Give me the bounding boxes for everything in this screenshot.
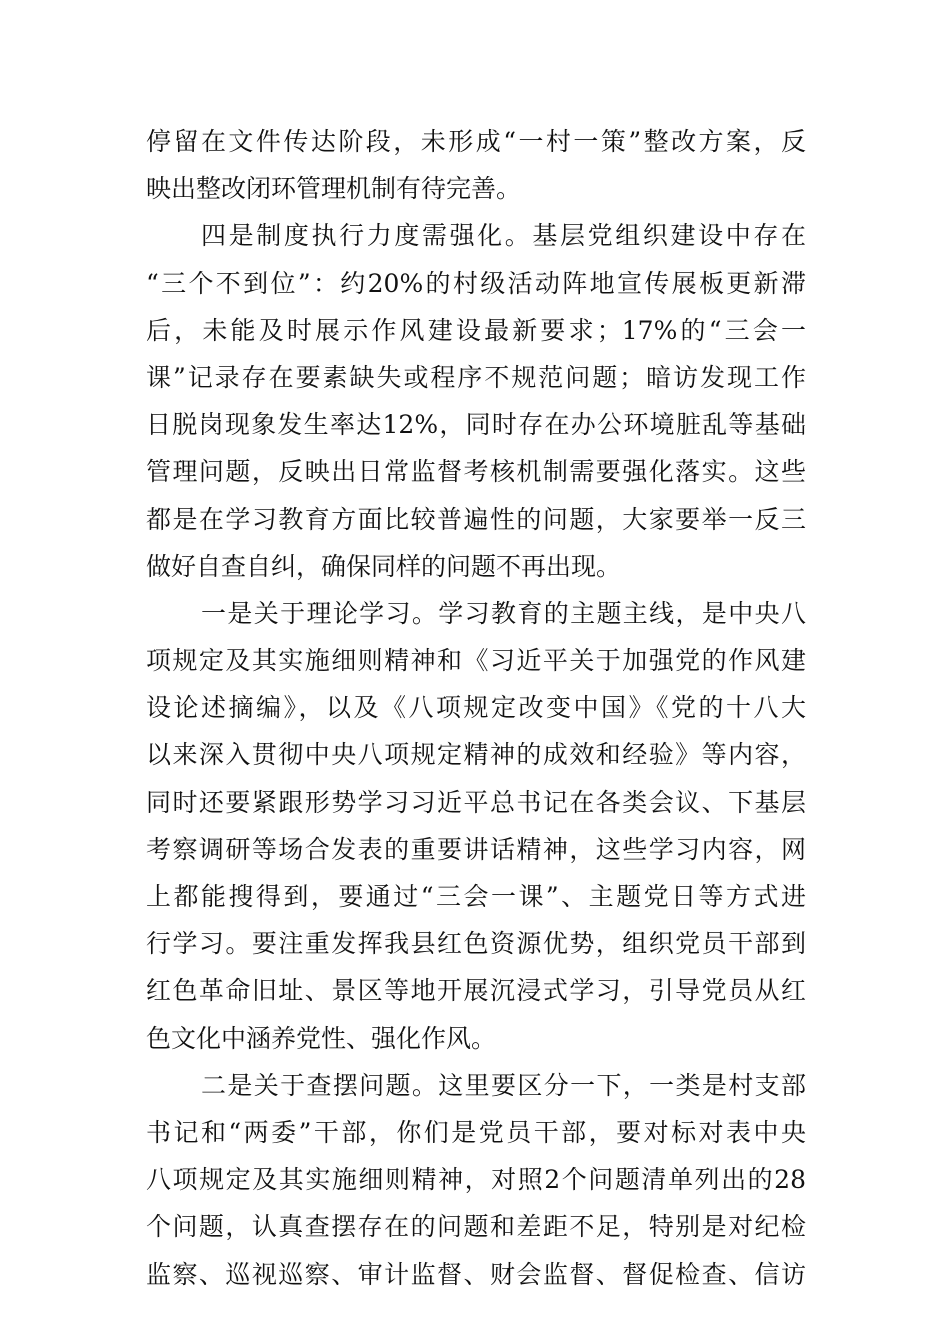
text-line: 考察调研等场合发表的重要讲话精神，这些学习内容，网 <box>146 834 806 864</box>
text-line: 四是制度执行力度需强化。基层党组织建设中存在 <box>201 221 806 251</box>
text-line: 管理问题，反映出日常监督考核机制需要强化落实。这些 <box>146 457 806 487</box>
text-line: 书记和“两委”干部，你们是党员干部，要对标对表中央 <box>146 1117 806 1147</box>
text-line: 上都能搜得到，要通过“三会一课”、主题党日等方式进 <box>146 882 806 911</box>
text-line: 项规定及其实施细则精神和《习近平关于加强党的作风建 <box>146 646 806 676</box>
text-line: 个问题，认真查摆存在的问题和差距不足，特别是对纪检 <box>146 1212 806 1242</box>
text-line: 做好自查自纠，确保同样的问题不再出现。 <box>146 551 622 581</box>
paragraph-theory-study <box>146 590 806 1062</box>
paragraph-problem-review <box>146 1062 806 1298</box>
text-line: 二是关于查摆问题。这里要区分一下，一类是村支部 <box>201 1070 806 1100</box>
text-line: 课”记录存在要素缺失或程序不规范问题；暗访发现工作 <box>146 362 806 392</box>
text-line: 八项规定及其实施细则精神，对照2个问题清单列出的28 <box>146 1165 806 1195</box>
text-line: 红色革命旧址、景区等地开展沉浸式学习，引导党员从红 <box>146 976 806 1006</box>
text-line: 以来深入贯彻中央八项规定精神的成效和经验》等内容， <box>146 740 806 770</box>
text-line: 行学习。要注重发挥我县红色资源优势，组织党员干部到 <box>146 929 806 959</box>
text-line: 日脱岗现象发生率达12%，同时存在办公环境脏乱等基础 <box>146 410 806 440</box>
text-line: 都是在学习教育方面比较普遍性的问题，大家要举一反三 <box>146 504 806 534</box>
text-line: 设论述摘编》，以及《八项规定改变中国》《党的十八大 <box>146 693 806 723</box>
paragraph-rectification-loop <box>146 118 806 212</box>
text-line: 一是关于理论学习。学习教育的主题主线，是中央八 <box>201 598 806 628</box>
text-line: 色文化中涵养党性、强化作风。 <box>146 1023 497 1053</box>
paragraph-system-enforcement <box>146 212 806 590</box>
text-line: 映出整改闭环管理机制有待完善。 <box>146 174 522 204</box>
text-line: 同时还要紧跟形势学习习近平总书记在各类会议、下基层 <box>146 787 806 817</box>
text-line: 停留在文件传达阶段，未形成“一村一策”整改方案，反 <box>146 127 806 156</box>
text-line: 监察、巡视巡察、审计监督、财会监督、督促检查、信访 <box>146 1259 806 1289</box>
text-line: “三个不到位”：约20%的村级活动阵地宣传展板更新滞 <box>146 268 806 298</box>
text-line: 后，未能及时展示作风建设最新要求；17%的“三会一 <box>146 315 806 345</box>
document-body <box>146 118 806 1298</box>
